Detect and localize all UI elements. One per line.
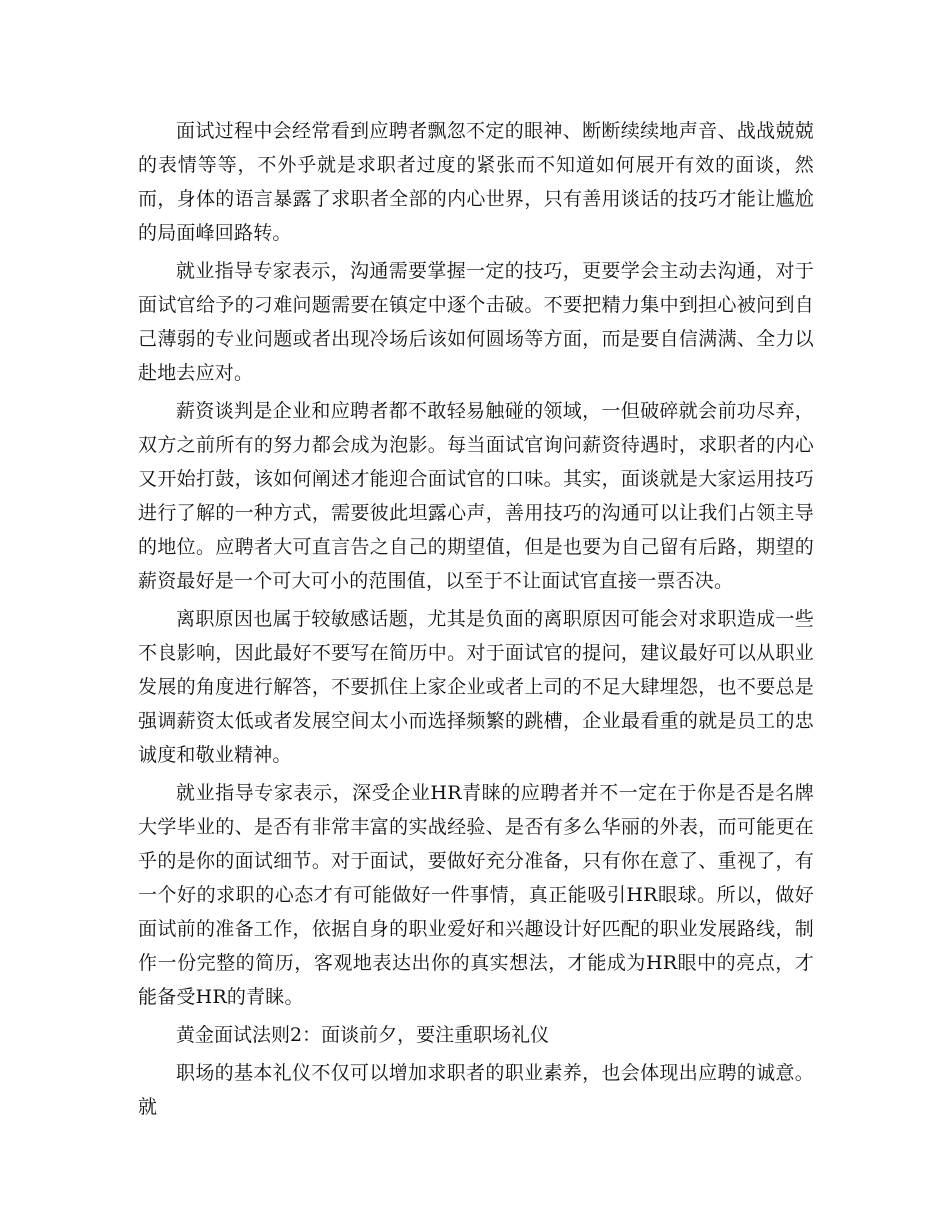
paragraph-workplace-etiquette: 职场的基本礼仪不仅可以增加求职者的职业素养，也会体现出应聘的诚意。就 (138, 1062, 814, 1118)
paragraph-salary-negotiation: 薪资谈判是企业和应聘者都不敢轻易触碰的领域，一但破碎就会前功尽弃，双方之前所有的努力都会成为泡影。每当面试官询问薪资待遇时，求职者的内心又开始打鼓，该如何阐述才能迎合面试官的口味。其实，面谈就是大家运用技巧进行了解的一种方式，需要彼此坦露心声，善用技巧的沟通可以让我们占领主导的地位。应聘者大可直言告之自己的期望值，但是也要为自己留有后路，期望的薪资最好是一个可大可小的范围值，以至于不让面试官直接一票否决。 (138, 400, 814, 592)
paragraph-communication-skills: 就业指导专家表示，沟通需要掌握一定的技巧，更要学会主动去沟通，对于面试官给予的刁难问题需要在镇定中逐个击破。不要把精力集中到担心被问到自己薄弱的专业问题或者出现冷场后该如何圆场等方面，而是要自信满满、全力以赴地去应对。 (138, 260, 814, 384)
document-page (138, 114, 814, 1128)
paragraph-interview-details: 就业指导专家表示，深受企业HR青睐的应聘者并不一定在于你是否是名牌大学毕业的、是否有非常丰富的实战经验、是否有多么华丽的外表，而可能更在乎的是你的面试细节。对于面试，要做好充分准备，只有你在意了、重视了，有一个好的求职的心态才有可能做好一件事情，真正能吸引HR眼球。所以，做好面试前的准备工作，依据自身的职业爱好和兴趣设计好匹配的职业发展路线，制作一份完整的简历，客观地表达出你的真实想法，才能成为HR眼中的亮点，才能备受HR的青睐。 (138, 782, 814, 1008)
paragraph-reason-for-leaving: 离职原因也属于较敏感话题，尤其是负面的离职原因可能会对求职造成一些不良影响，因此最好不要写在简历中。对于面试官的提问，建议最好可以从职业发展的角度进行解答，不要抓住上家企业或者上司的不足大肆埋怨，也不要总是强调薪资太低或者发展空间太小而选择频繁的跳槽，企业最看重的就是员工的忠诚度和敬业精神。 (138, 608, 814, 766)
paragraph-interview-nervousness: 面试过程中会经常看到应聘者飘忽不定的眼神、断断续续地声音、战战兢兢的表情等等，不外乎就是求职者过度的紧张而不知道如何展开有效的面谈，然而，身体的语言暴露了求职者全部的内心世界，只有善用谈话的技巧才能让尴尬的局面峰回路转。 (138, 120, 814, 244)
section-heading: 黄金面试法则2：面谈前夕，要注重职场礼仪 (176, 1024, 550, 1046)
